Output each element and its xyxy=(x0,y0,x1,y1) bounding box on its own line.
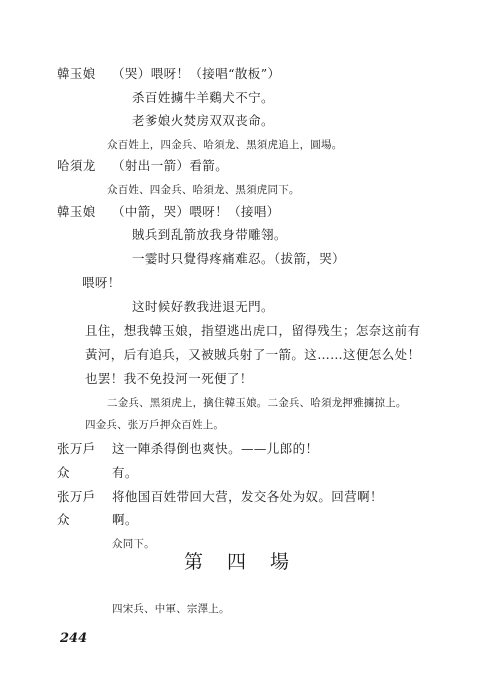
stage-direction: 二金兵、黑須虎上，擒住韓玉娘。二金兵、哈須龙押雅擄掠上。 xyxy=(107,397,407,409)
page-number: 244 xyxy=(60,631,88,646)
exclamation-line: 喂呀！ xyxy=(82,275,121,290)
speaker-name: 张万戶 xyxy=(57,441,96,456)
prose-line: 且住，想我韓玉娘，指望逃出虎口，留得残生；怎奈这前有 xyxy=(85,323,421,338)
stage-direction: 众百姓、四金兵、哈須龙、黑須虎同下。 xyxy=(107,184,300,196)
stage-direction: 众百姓上，四金兵、哈須龙、黑須虎追上，圓場。 xyxy=(107,139,343,151)
speaker-name: 韓玉娘 xyxy=(57,204,96,219)
dialogue-line xyxy=(57,204,280,220)
line-text: 将他国百姓带回大营，发交各处为奴。回营啊！ xyxy=(112,489,383,504)
stage-direction: 四宋兵、中軍、宗澤上。 xyxy=(112,603,230,615)
dialogue-line xyxy=(57,441,318,457)
line-text: （哭）喂呀！（接唱“散板”） xyxy=(112,66,281,81)
speaker-name: 哈須龙 xyxy=(57,158,96,173)
stage-direction: 四金兵、张万戶押众百姓上。 xyxy=(85,419,225,431)
dialogue-line xyxy=(57,66,280,82)
sung-verse: 这时候好教我进退无門。 xyxy=(132,299,274,314)
speaker-name: 韓玉娘 xyxy=(57,66,96,81)
dialogue-line xyxy=(57,465,138,481)
dialogue-line xyxy=(57,489,383,505)
line-text: 啊。 xyxy=(112,512,138,527)
sung-verse: 杀百姓擄牛羊鷄犬不宁。 xyxy=(132,90,274,105)
line-text: （射出一箭）看箭。 xyxy=(112,158,229,173)
dialogue-line xyxy=(57,158,228,174)
line-text: 这一陣杀得倒也爽快。——儿郎的！ xyxy=(112,441,319,456)
sung-verse: 賊兵到乱箭放我身带雕翎。 xyxy=(132,227,287,242)
line-text: 有。 xyxy=(112,465,138,480)
sung-verse: 一霎时只覺得疼痛难忍。（拔箭，哭） xyxy=(132,251,346,266)
scene-title: 第 四 場 xyxy=(183,551,299,573)
stage-direction: 众同下。 xyxy=(112,538,155,550)
dialogue-line xyxy=(57,512,138,528)
prose-line: 黃河，后有追兵，又被賊兵射了一箭。这……这便怎么处！ xyxy=(85,347,421,362)
speaker-name: 众 xyxy=(57,465,70,480)
speaker-name: 众 xyxy=(57,512,70,527)
speaker-name: 张万戶 xyxy=(57,489,96,504)
line-text: （中箭，哭）喂呀！（接唱） xyxy=(112,204,280,219)
sung-verse: 老爹娘火焚房双双丧命。 xyxy=(132,113,274,128)
prose-line: 也罢！我不免投河一死便了！ xyxy=(85,371,253,386)
